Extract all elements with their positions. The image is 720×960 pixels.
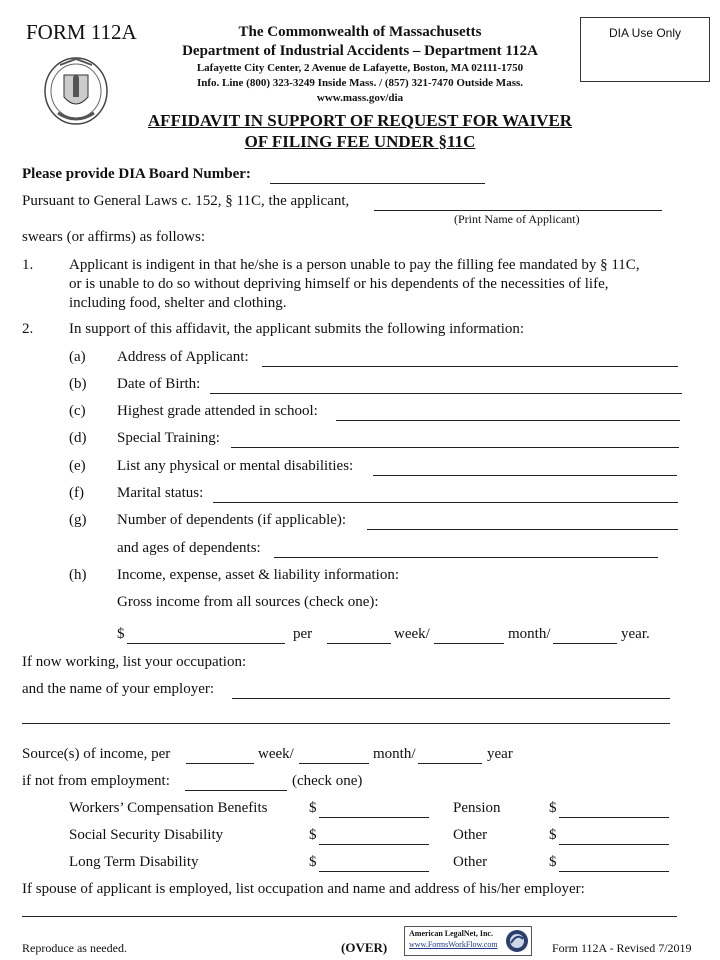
field-e-letter: (e) — [69, 458, 86, 474]
benefit-dollar-sign: $ — [309, 800, 317, 816]
gross-per-label: per — [293, 626, 313, 642]
not-employment-field[interactable] — [185, 790, 287, 791]
benefit-workers-comp-label: Workers’ Compensation Benefits — [69, 800, 268, 816]
field-c-letter: (c) — [69, 403, 86, 419]
field-f-letter: (f) — [69, 485, 84, 501]
reproduce-note: Reproduce as needed. — [22, 941, 127, 955]
department-phone: Info. Line (800) 323-3249 Inside Mass. / (857) 321-7470 Outside Mass. — [196, 77, 524, 89]
commonwealth-title: The Commonwealth of Massachusetts — [238, 24, 482, 40]
special-training-field[interactable] — [231, 447, 679, 448]
source-year-field[interactable] — [418, 763, 482, 764]
legalnet-badge[interactable] — [404, 926, 532, 956]
form-id: FORM 112A — [26, 20, 137, 44]
field-e-label: List any physical or mental disabilities: — [117, 458, 354, 474]
field-h-label: Income, expense, asset & liability information: — [117, 567, 400, 583]
department-title: Department of Industrial Accidents – Department 112A — [182, 43, 538, 59]
field-g-letter: (g) — [69, 512, 87, 528]
workers-comp-amount-field[interactable] — [319, 817, 429, 818]
field-h-letter: (h) — [69, 567, 87, 583]
swears-text: swears (or affirms) as follows: — [22, 229, 206, 245]
benefit-ltd-label: Long Term Disability — [69, 854, 199, 870]
gross-dollar-sign: $ — [117, 626, 125, 642]
dependents-ages-field[interactable] — [274, 557, 658, 558]
employer-field[interactable] — [232, 698, 670, 699]
applicant-name-field[interactable] — [374, 210, 662, 211]
print-name-caption: (Print Name of Applicant) — [454, 212, 580, 226]
benefit-dollar-sign: $ — [309, 854, 317, 870]
legalnet-logo-icon — [505, 929, 529, 953]
source-month-label: month/ — [373, 746, 416, 762]
field-d-letter: (d) — [69, 430, 87, 446]
field-g-label: Number of dependents (if applicable): — [117, 512, 347, 528]
benefit-ssd-label: Social Security Disability — [69, 827, 224, 843]
dependents-ages-label: and ages of dependents: — [117, 540, 261, 556]
department-website: www.mass.gov/dia — [316, 92, 404, 104]
benefit-dollar-sign: $ — [549, 854, 557, 870]
item2-number: 2. — [22, 321, 34, 337]
item1-line1: Applicant is indigent in that he/she is a person unable to pay the filling fee mandated by § 11C, — [69, 257, 640, 273]
gross-year-field[interactable] — [553, 643, 617, 644]
over-note: (OVER) — [341, 940, 388, 955]
dia-use-only-box — [580, 17, 710, 82]
field-a-letter: (a) — [69, 349, 86, 365]
check-one-label: (check one) — [292, 773, 363, 789]
form-title-line1: AFFIDAVIT IN SUPPORT OF REQUEST FOR WAIVER — [147, 111, 573, 130]
legalnet-url[interactable]: www.FormsWorkFlow.com — [409, 940, 498, 949]
benefit-other-label: Other — [453, 827, 488, 843]
dia-use-only-label: DIA Use Only — [608, 26, 682, 40]
gross-month-field[interactable] — [434, 643, 504, 644]
source-income-label: Source(s) of income, per — [22, 746, 171, 762]
ssd-amount-field[interactable] — [319, 844, 429, 845]
item2-text: In support of this affidavit, the applicant submits the following information: — [69, 321, 525, 337]
item1-line3: including food, shelter and clothing. — [69, 295, 287, 311]
occupation-label: If now working, list your occupation: — [22, 654, 247, 670]
source-week-field[interactable] — [186, 763, 254, 764]
dependents-count-field[interactable] — [367, 529, 678, 530]
spouse-employer-label: If spouse of applicant is employed, list occupation and name and address of his/her employer: — [22, 881, 585, 897]
other-amount-field-2[interactable] — [559, 871, 669, 872]
date-of-birth-field[interactable] — [210, 393, 682, 394]
board-number-label: Please provide DIA Board Number: — [22, 166, 251, 182]
gross-income-amount-field[interactable] — [127, 643, 285, 644]
gross-month-label: month/ — [508, 626, 551, 642]
benefit-pension-label: Pension — [453, 800, 501, 816]
gross-week-field[interactable] — [327, 643, 391, 644]
address-field[interactable] — [262, 366, 678, 367]
item1-line2: or is unable to do so without depriving himself or his dependents of the necessities of life, — [69, 276, 609, 292]
source-month-field[interactable] — [299, 763, 369, 764]
benefit-dollar-sign: $ — [549, 827, 557, 843]
marital-status-field[interactable] — [213, 502, 678, 503]
disabilities-field[interactable] — [373, 475, 677, 476]
field-c-label: Highest grade attended in school: — [117, 403, 318, 419]
spouse-employer-field[interactable] — [22, 916, 677, 917]
field-f-label: Marital status: — [117, 485, 204, 501]
pension-amount-field[interactable] — [559, 817, 669, 818]
ltd-amount-field[interactable] — [319, 871, 429, 872]
other-amount-field-1[interactable] — [559, 844, 669, 845]
form-revision: Form 112A - Revised 7/2019 — [552, 941, 692, 955]
benefit-dollar-sign: $ — [309, 827, 317, 843]
field-a-label: Address of Applicant: — [117, 349, 249, 365]
not-employment-label: if not from employment: — [22, 773, 170, 789]
source-year-label: year — [487, 746, 513, 762]
form-title-line2: OF FILING FEE UNDER §11C — [244, 132, 476, 151]
employer-label: and the name of your employer: — [22, 681, 215, 697]
gross-year-label: year. — [621, 626, 650, 642]
source-week-label: week/ — [258, 746, 294, 762]
legalnet-name: American LegalNet, Inc. — [409, 929, 493, 938]
department-address: Lafayette City Center, 2 Avenue de Lafayette, Boston, MA 02111-1750 — [196, 62, 524, 74]
field-b-letter: (b) — [69, 376, 87, 392]
employer-field-continued[interactable] — [22, 723, 670, 724]
highest-grade-field[interactable] — [336, 420, 680, 421]
board-number-field[interactable] — [270, 183, 485, 184]
field-b-label: Date of Birth: — [117, 376, 201, 392]
gross-week-label: week/ — [394, 626, 430, 642]
benefit-other-label: Other — [453, 854, 488, 870]
pursuant-text: Pursuant to General Laws c. 152, § 11C, the applicant, — [22, 193, 350, 209]
benefit-dollar-sign: $ — [549, 800, 557, 816]
gross-income-label: Gross income from all sources (check one): — [117, 594, 379, 610]
item1-number: 1. — [22, 257, 34, 273]
field-d-label: Special Training: — [117, 430, 220, 446]
